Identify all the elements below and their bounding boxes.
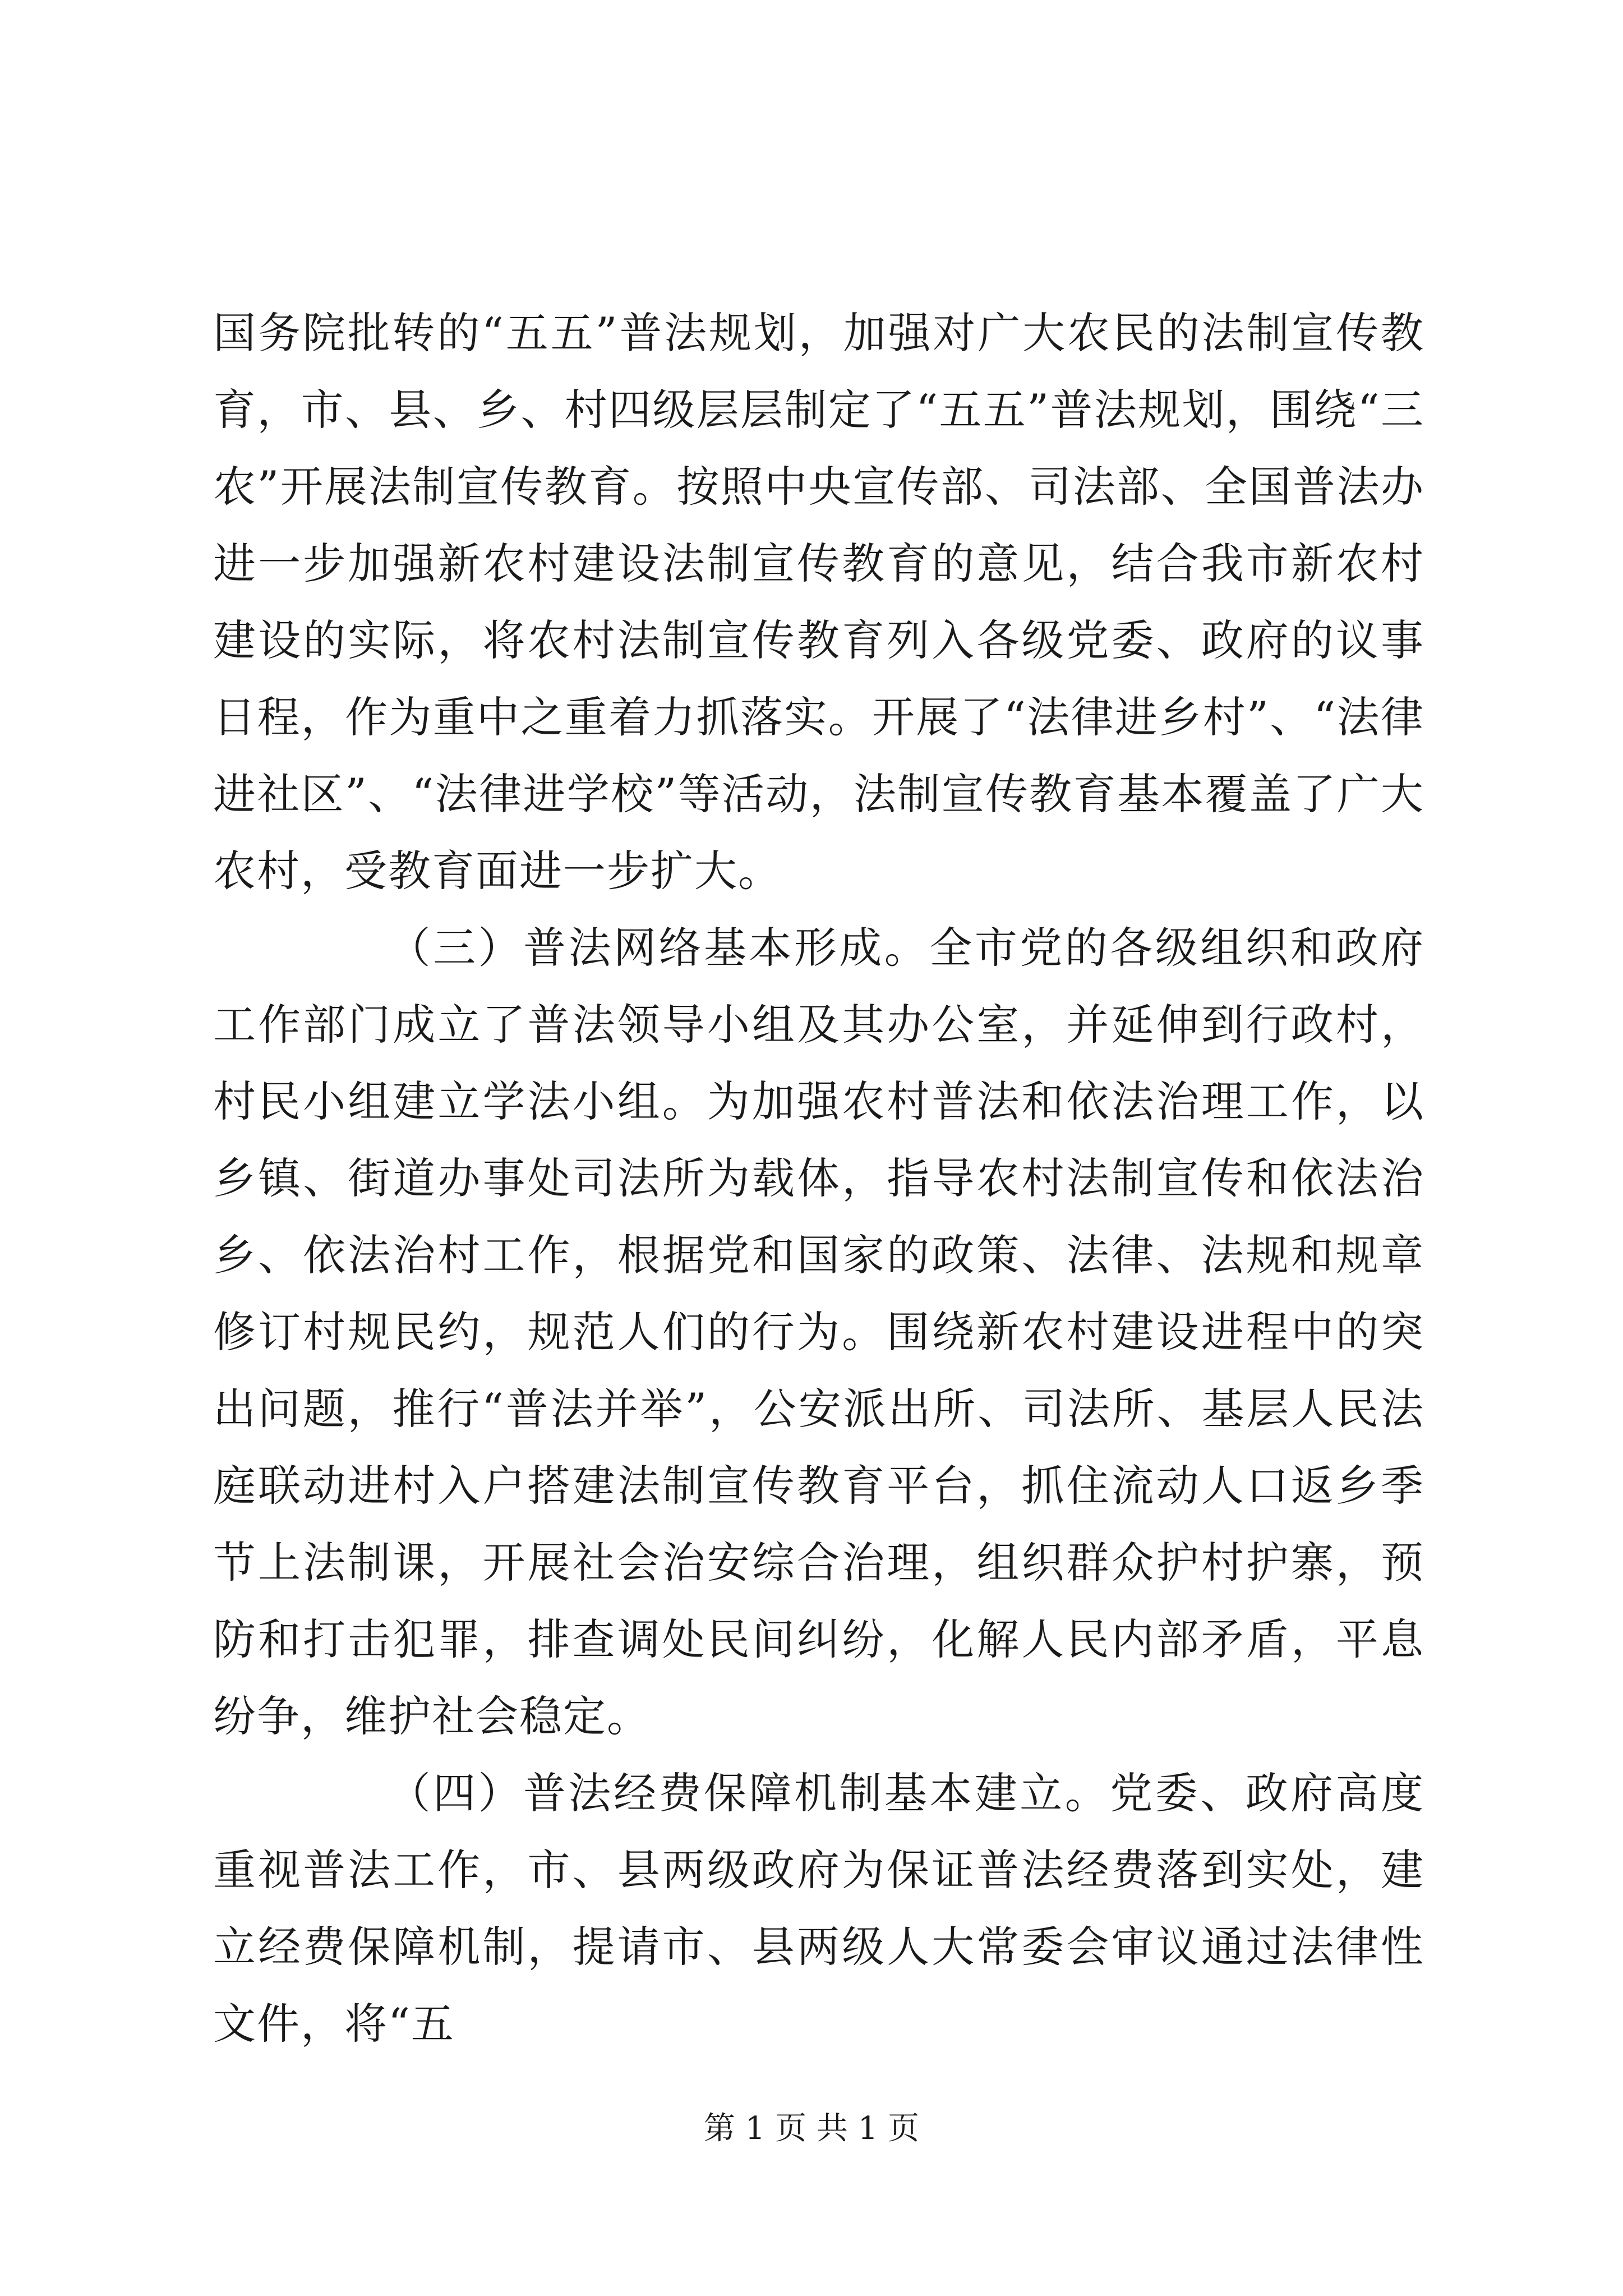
paragraph-section-4: （四）普法经费保障机制基本建立。党委、政府高度重视普法工作，市、县两级政府为保证普法经费落到实处，建立经费保障机制，提请市、县两级人大常委会审议通过法律性文件，将“五 (213, 1768, 1424, 2049)
paragraph-section-3: （三）普法网络基本形成。全市党的各级组织和政府工作部门成立了普法领导小组及其办公室，并延伸到行政村，村民小组建立学法小组。为加强农村普法和依法治理工作，以乡镇、街道办事处司法所为载体，指导农村法制宣传和依法治乡、依法治村工作，根据党和国家的政策、法律、法规和规章修订村规民约，规范人们的行为。围绕新农村建设进程中的突出问题，推行“普法并举”，公安派出所、司法所、基层人民法庭联动进村入户搭建法制宣传教育平台，抓住流动人口返乡季节上法制课，开展社会治安综合治理，组织群众护村护寨，预防和打击犯罪，排查调处民间纠纷，化解人民内部矛盾，平息纷争，维护社会稳定。 (213, 923, 1424, 1741)
document-body (213, 295, 1424, 2062)
page-number-footer: 第 1 页 共 1 页 (703, 2110, 920, 2147)
paragraph-continuation: 国务院批转的“五五”普法规划，加强对广大农民的法制宣传教育，市、县、乡、村四级层层制定了“五五”普法规划，围绕“三农”开展法制宣传教育。按照中央宣传部、司法部、全国普法办进一步加强新农村建设法制宣传教育的意见，结合我市新农村建设的实际，将农村法制宣传教育列入各级党委、政府的议事日程，作为重中之重着力抓落实。开展了“法律进乡村”、“法律进社区”、“法律进学校”等活动，法制宣传教育基本覆盖了广大农村，受教育面进一步扩大。 (213, 308, 1424, 896)
